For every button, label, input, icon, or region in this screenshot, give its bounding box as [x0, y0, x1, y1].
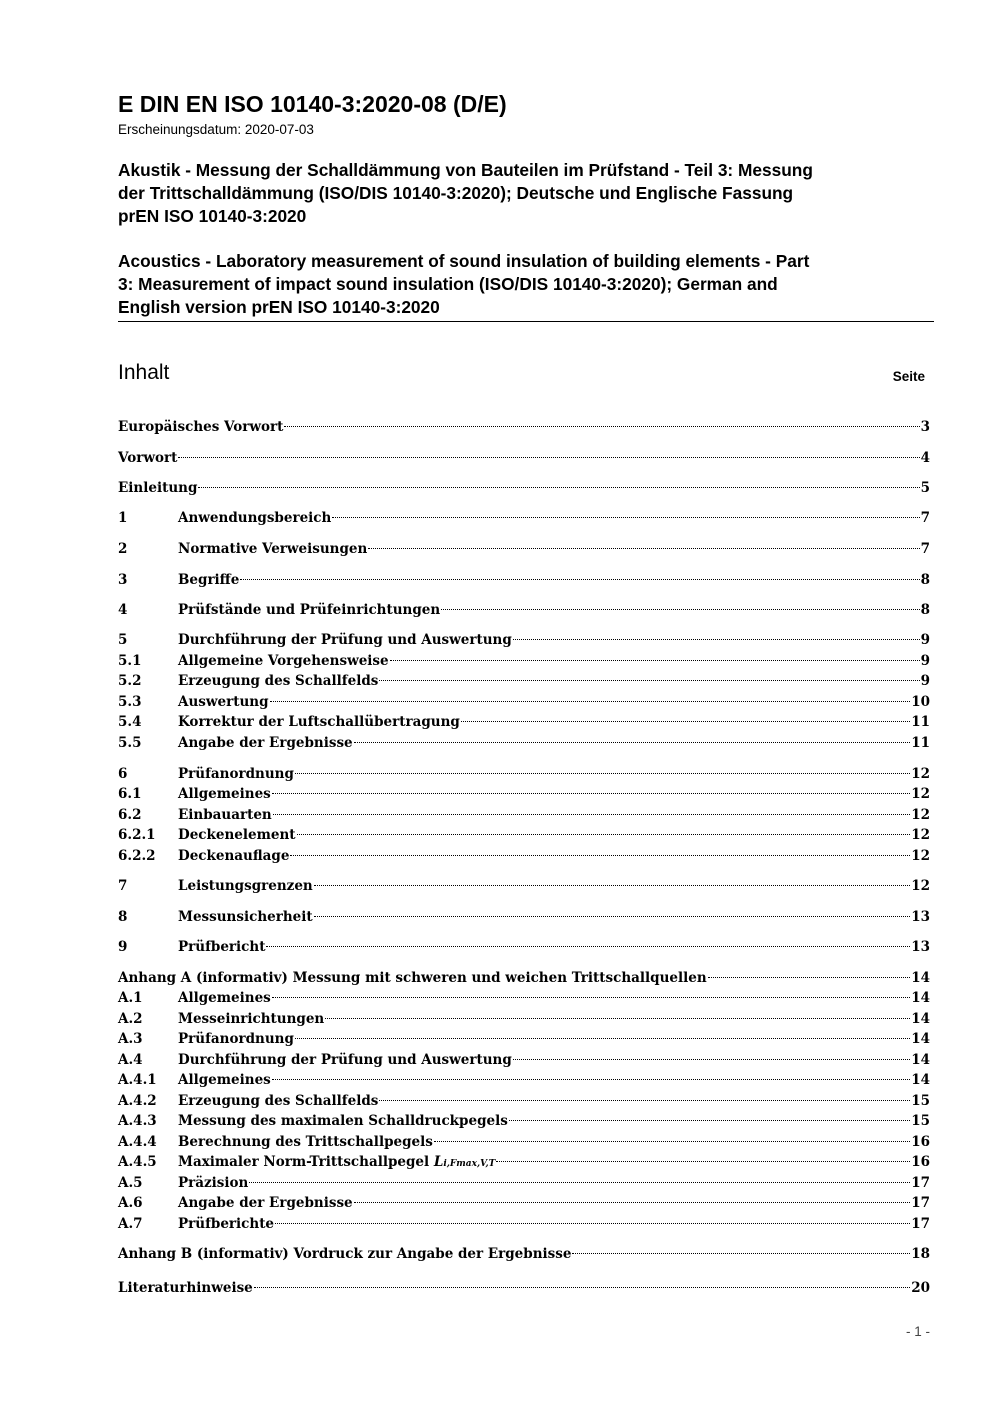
toc-entry-title [118, 448, 177, 468]
toc-dot-leader [198, 487, 919, 488]
toc-entry-page: 12 [911, 786, 930, 802]
german-title-line: der Trittschalldämmung (ISO/DIS 10140-3:2020); Deutsche und Englische Fassung [118, 183, 794, 203]
toc-entry-title-text: Prüfanordnung [178, 1031, 294, 1047]
toc-entry-title [178, 1152, 495, 1174]
toc-entry-page: 12 [911, 848, 930, 864]
toc-entry-title [178, 600, 440, 620]
toc-entry[interactable] [118, 478, 930, 498]
publication-date: Erscheinungsdatum: 2020-07-03 [118, 122, 314, 137]
toc-entry-page: 14 [911, 1052, 930, 1068]
toc-entry-title [178, 907, 313, 927]
toc-entry-number: A.4.1 [118, 1072, 157, 1088]
toc-entry[interactable] [118, 1050, 930, 1070]
toc-entry-number: A.2 [118, 1011, 143, 1027]
toc-entry-title-text: Allgemeines [178, 1072, 271, 1088]
toc-entry-title [178, 876, 313, 896]
toc-entry[interactable] [118, 1111, 930, 1131]
toc-entry[interactable] [118, 671, 930, 691]
toc-entry-page: 14 [911, 1011, 930, 1027]
toc-dot-leader [513, 1059, 910, 1060]
toc-entry-number: 6.2.1 [118, 827, 156, 843]
toc-dot-leader [368, 548, 919, 549]
toc-entry[interactable] [118, 448, 930, 468]
toc-entry-number: 5.2 [118, 673, 142, 689]
toc-dot-leader [513, 639, 920, 640]
toc-entry-page: 18 [911, 1246, 930, 1262]
toc-entry-title [178, 937, 265, 957]
toc-entry-page: 16 [911, 1154, 930, 1170]
toc-entry-title-text: Begriffe [178, 572, 240, 588]
toc-entry-title-text: Messung des maximalen Schalldruckpegels [178, 1113, 508, 1129]
toc-entry-page: 7 [920, 510, 930, 526]
toc-entry-page: 9 [920, 632, 930, 648]
toc-entry-title [118, 417, 283, 437]
toc-entry-title-text: Einleitung [118, 480, 198, 496]
toc-entry[interactable] [118, 1214, 930, 1234]
toc-entry-number: A.4.5 [118, 1154, 157, 1170]
toc-dot-leader [332, 517, 919, 518]
german-title-line: Akustik - Messung der Schalldämmung von Bauteilen im Prüfstand - Teil 3: Messung [118, 160, 813, 180]
toc-entry-number: 9 [118, 939, 128, 955]
toc-entry[interactable] [118, 600, 930, 620]
toc-entry-page: 16 [911, 1134, 930, 1150]
toc-entry-title [178, 1132, 433, 1152]
toc-entry-title [178, 733, 353, 753]
toc-entry[interactable] [118, 570, 930, 590]
toc-entry[interactable] [118, 1070, 930, 1090]
toc-entry-number: A.5 [118, 1175, 143, 1191]
toc-entry-title [178, 692, 269, 712]
toc-entry[interactable] [118, 417, 930, 437]
toc-entry-title [178, 805, 272, 825]
toc-entry[interactable] [118, 508, 930, 528]
toc-entry[interactable] [118, 1029, 930, 1049]
english-title-line: English version prEN ISO 10140-3:2020 [118, 297, 440, 317]
toc-entry[interactable] [118, 1152, 930, 1172]
toc-entry-title [178, 1111, 508, 1131]
toc-entry[interactable] [118, 937, 930, 957]
toc-dot-leader [270, 701, 911, 702]
toc-entry[interactable] [118, 733, 930, 753]
toc-entry-title-text: Maximaler Norm-Trittschallpegel [178, 1154, 434, 1170]
toc-dot-leader [509, 1120, 910, 1121]
toc-entry-title-text: Präzision [178, 1175, 249, 1191]
toc-dot-leader [572, 1253, 910, 1254]
toc-entry-title-text: Anwendungsbereich [178, 510, 332, 526]
toc-entry-title-text: Korrektur der Luftschallübertragung [178, 714, 460, 730]
toc-heading: Inhalt [118, 361, 170, 384]
toc-entry-title [118, 478, 197, 498]
english-title-line: 3: Measurement of impact sound insulation (ISO/DIS 10140-3:2020); German and [118, 274, 778, 294]
toc-dot-leader [254, 1287, 910, 1288]
page-number: - 1 - [905, 1324, 930, 1339]
toc-entry-number: 6.2.2 [118, 848, 156, 864]
toc-dot-leader [266, 946, 910, 947]
toc-dot-leader [379, 1100, 910, 1101]
toc-entry[interactable] [118, 784, 930, 804]
title-divider [118, 321, 934, 322]
toc-entry[interactable] [118, 1091, 930, 1111]
toc-entry-page: 14 [911, 970, 930, 986]
toc-entry-page: 3 [920, 419, 930, 435]
toc-entry-title-text: Allgemeines [178, 990, 271, 1006]
toc-entry[interactable] [118, 1173, 930, 1193]
toc-entry[interactable] [118, 764, 930, 784]
toc-dot-leader [379, 680, 919, 681]
toc-entry-title [178, 671, 378, 691]
toc-entry-page: 10 [911, 694, 930, 710]
toc-entry-title [178, 846, 289, 866]
toc-dot-leader [325, 1018, 910, 1019]
toc-entry-page: 5 [920, 480, 930, 496]
toc-entry-number: 5.4 [118, 714, 142, 730]
toc-entry-number: 5 [118, 632, 128, 648]
toc-entry-title-text: Literaturhinweise [118, 1280, 253, 1296]
toc-entry[interactable] [118, 876, 930, 896]
toc-entry-title [178, 508, 331, 528]
toc-dot-leader [496, 1161, 910, 1162]
toc-entry[interactable] [118, 651, 930, 671]
toc-entry-number: 3 [118, 572, 128, 588]
toc-entry-title-text: Deckenauflage [178, 848, 290, 864]
toc-entry-title-text: Anhang A (informativ) Messung mit schweren und weichen Trittschallquellen [118, 970, 707, 986]
toc-entry-title-text: Allgemeine Vorgehensweise [178, 653, 389, 669]
toc-entry-number: A.1 [118, 990, 143, 1006]
toc-entry-title [178, 651, 389, 671]
toc-dot-leader [272, 793, 910, 794]
toc-entry-page: 11 [911, 714, 930, 730]
toc-dot-leader [295, 773, 910, 774]
toc-entry-title-text: Prüfanordnung [178, 766, 294, 782]
toc-entry-number: 5.1 [118, 653, 142, 669]
toc-entry-title-text: Einbauarten [178, 807, 272, 823]
toc-entry-title-text: Erzeugung des Schallfelds [178, 1093, 379, 1109]
toc-entry-page: 17 [911, 1195, 930, 1211]
toc-entry-number: A.4.2 [118, 1093, 157, 1109]
toc-entry-page: 11 [911, 735, 930, 751]
toc-entry-title-text: Erzeugung des Schallfelds [178, 673, 379, 689]
toc-dot-leader [441, 609, 919, 610]
toc-entry-title [178, 1029, 294, 1049]
document-id: E DIN EN ISO 10140-3:2020-08 (D/E) [118, 91, 507, 117]
toc-entry-page: 7 [920, 541, 930, 557]
toc-entry-title-text: Prüfstände und Prüfeinrichtungen [178, 602, 441, 618]
toc-entry-title [178, 1050, 512, 1070]
toc-entry-number: A.6 [118, 1195, 143, 1211]
toc-entry-title-text: Angabe der Ergebnisse [178, 735, 353, 751]
toc-entry-page: 14 [911, 990, 930, 1006]
toc-entry-number: 6.1 [118, 786, 142, 802]
toc-entry[interactable] [118, 968, 930, 988]
toc-entry-page: 15 [911, 1093, 930, 1109]
toc-entry-title [178, 825, 296, 845]
toc-entry-title-text: Anhang B (informativ) Vordruck zur Angabe der Ergebnisse [118, 1246, 572, 1262]
toc-entry[interactable] [118, 907, 930, 927]
toc-entry[interactable] [118, 846, 930, 866]
toc-entry-number: 5.5 [118, 735, 142, 751]
toc-dot-leader [178, 457, 919, 458]
toc-entry-page: 9 [920, 653, 930, 669]
toc-entry[interactable] [118, 1193, 930, 1213]
toc-dot-leader [461, 721, 910, 722]
toc-entry-title [178, 630, 512, 650]
toc-entry[interactable] [118, 630, 930, 650]
toc-entry[interactable] [118, 988, 930, 1008]
toc-entry-title [178, 1070, 271, 1090]
toc-dot-leader [297, 834, 911, 835]
toc-entry-page: 17 [911, 1175, 930, 1191]
toc-entry-title [118, 968, 707, 988]
toc-entry-title-text: Leistungsgrenzen [178, 878, 313, 894]
toc-entry[interactable] [118, 1132, 930, 1152]
toc-dot-leader [354, 742, 911, 743]
toc-entry-title-text: Allgemeines [178, 786, 271, 802]
toc-dot-leader [295, 1038, 910, 1039]
toc-dot-leader [284, 426, 919, 427]
toc-dot-leader [240, 579, 919, 580]
toc-entry-number: A.4.4 [118, 1134, 157, 1150]
toc-entry-title-text: Europäisches Vorwort [118, 419, 284, 435]
toc-dot-leader [272, 1079, 910, 1080]
toc-entry-symbol: L [433, 1154, 444, 1170]
toc-dot-leader [275, 1223, 910, 1224]
toc-entry[interactable] [118, 1278, 930, 1298]
english-title-line: Acoustics - Laboratory measurement of sound insulation of building elements - Part [118, 251, 810, 271]
toc-entry-title-text: Auswertung [178, 694, 269, 710]
toc-entry-page: 13 [911, 909, 930, 925]
german-title-line: prEN ISO 10140-3:2020 [118, 206, 307, 226]
toc-entry-number: 6 [118, 766, 128, 782]
toc-entry-title-text: Durchführung der Prüfung und Auswertung [178, 632, 512, 648]
toc-entry-number: 5.3 [118, 694, 142, 710]
toc-dot-leader [434, 1141, 910, 1142]
toc-entry-title-text: Deckenelement [178, 827, 296, 843]
toc-entry-number: 6.2 [118, 807, 142, 823]
toc-entry[interactable] [118, 692, 930, 712]
toc-entry-page: 4 [920, 450, 930, 466]
toc-entry-page: 12 [911, 878, 930, 894]
toc-entry-title [178, 1214, 274, 1234]
toc-entry[interactable] [118, 1244, 930, 1264]
toc-dot-leader [249, 1182, 910, 1183]
toc-entry-number: A.4 [118, 1052, 143, 1068]
toc-entry-title [118, 1244, 571, 1264]
toc-entry-title [178, 570, 239, 590]
toc-entry-page: 17 [911, 1216, 930, 1232]
toc-entry-title-text: Durchführung der Prüfung und Auswertung [178, 1052, 512, 1068]
toc-entry-title [118, 1278, 253, 1298]
toc-dot-leader [273, 814, 910, 815]
toc-entry-title [178, 784, 271, 804]
toc-entry-number: 2 [118, 541, 128, 557]
toc-entry-number: A.4.3 [118, 1113, 157, 1129]
toc-entry-title-text: Vorwort [118, 450, 178, 466]
toc-entry-title [178, 1173, 248, 1193]
toc-dot-leader [290, 855, 910, 856]
toc-entry-title [178, 764, 294, 784]
toc-entry[interactable] [118, 825, 930, 845]
toc-entry-title [178, 1009, 324, 1029]
toc-dot-leader [314, 885, 910, 886]
toc-dot-leader [390, 660, 920, 661]
toc-entry-page: 12 [911, 766, 930, 782]
toc-entry-title-text: Berechnung des Trittschallpegels [178, 1134, 433, 1150]
toc-entry-page: 14 [911, 1072, 930, 1088]
toc-entry-number: A.3 [118, 1031, 143, 1047]
toc-entry[interactable] [118, 1009, 930, 1029]
toc-entry-title-text: Messeinrichtungen [178, 1011, 325, 1027]
toc-entry-page: 14 [911, 1031, 930, 1047]
toc-entry-number: 7 [118, 878, 128, 894]
toc-entry-title [178, 1091, 378, 1111]
toc-entry-title [178, 539, 367, 559]
toc-entry-number: 4 [118, 602, 128, 618]
toc-dot-leader [708, 977, 911, 978]
toc-entry-title-text: Prüfbericht [178, 939, 266, 955]
toc-entry-number: A.7 [118, 1216, 143, 1232]
toc-entry-page: 12 [911, 827, 930, 843]
toc-page-column-label: Seite [892, 369, 925, 384]
toc-entry[interactable] [118, 539, 930, 559]
toc-entry-number: 8 [118, 909, 128, 925]
toc-entry-title-text: Angabe der Ergebnisse [178, 1195, 353, 1211]
toc-entry-title [178, 712, 460, 732]
toc-entry-title-text: Messunsicherheit [178, 909, 313, 925]
toc-dot-leader [314, 916, 911, 917]
toc-entry-page: 8 [920, 602, 930, 618]
toc-entry[interactable] [118, 805, 930, 825]
toc-entry-page: 20 [911, 1280, 930, 1296]
toc-entry-title-text: Prüfberichte [178, 1216, 275, 1232]
toc-entry-page: 9 [920, 673, 930, 689]
toc-entry[interactable] [118, 712, 930, 732]
toc-entry-page: 12 [911, 807, 930, 823]
toc-entry-page: 8 [920, 572, 930, 588]
toc-entry-title [178, 1193, 353, 1213]
english-title [118, 250, 938, 319]
toc-dot-leader [272, 997, 910, 998]
german-title [118, 159, 938, 228]
toc-entry-subscript: i,Fmax,V,T [443, 1159, 496, 1169]
toc-entry-title-text: Normative Verweisungen [178, 541, 368, 557]
toc-dot-leader [354, 1202, 911, 1203]
toc-entry-page: 13 [911, 939, 930, 955]
toc-entry-page: 15 [911, 1113, 930, 1129]
toc-entry-title [178, 988, 271, 1008]
toc-entry-number: 1 [118, 510, 128, 526]
